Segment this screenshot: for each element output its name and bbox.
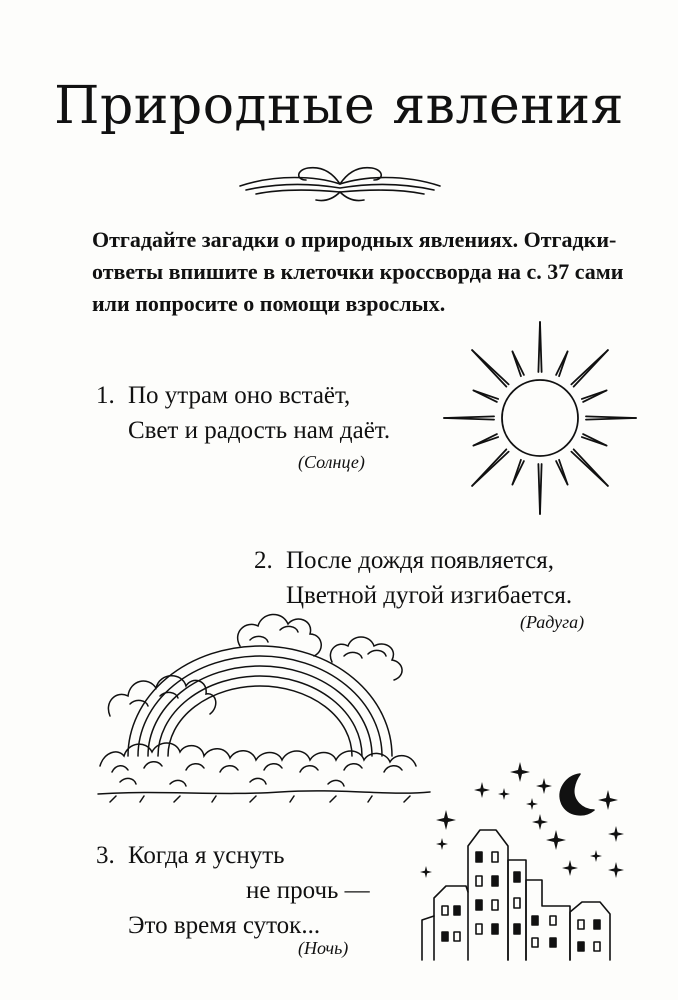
star-icon: [420, 866, 432, 878]
riddle-2-answer: (Радуга): [520, 612, 585, 632]
sun-ray: [512, 351, 523, 374]
star-icon: [510, 762, 530, 782]
star-icon: [608, 826, 624, 842]
riddle-number: 1.: [96, 382, 115, 409]
star-icon: [436, 838, 448, 850]
star-icon: [562, 860, 578, 876]
star-icon: [532, 814, 548, 830]
riddle-line: Свет и радость нам даёт.: [128, 417, 391, 444]
sun-ray: [582, 437, 607, 445]
riddle-2: [254, 543, 572, 613]
star-icon: [498, 788, 510, 800]
instructions-line: ответы впишите в клеточки кроссворда на с. 37 сами: [92, 259, 624, 284]
riddle-3: [96, 838, 370, 943]
star-icon: [436, 810, 456, 830]
star-icon: [608, 862, 624, 878]
star-icon: [474, 782, 490, 798]
sun-ray: [586, 418, 636, 420]
riddle-line: не прочь —: [246, 877, 370, 904]
riddle-1-answer: (Солнце): [298, 452, 365, 472]
star-icon: [546, 830, 566, 850]
riddle-number: 3.: [96, 842, 115, 869]
riddle-line: Цветной дугой изгибается.: [286, 582, 573, 609]
sun-ray: [574, 350, 608, 387]
riddle-line: Это время суток...: [128, 912, 321, 939]
sun-icon: [440, 318, 640, 518]
instructions-text: [92, 224, 652, 320]
sun-ray: [512, 460, 520, 485]
instructions-line: или попросите о помощи взрослых.: [92, 291, 446, 316]
riddle-1: [96, 378, 390, 448]
sun-ray: [540, 322, 542, 372]
riddle-line: Когда я уснуть: [128, 842, 285, 869]
star-icon: [536, 778, 552, 794]
sun-ray: [583, 390, 606, 401]
sun-ray: [559, 351, 567, 376]
sun-ray: [472, 449, 506, 486]
riddle-line: После дождя появляется,: [286, 547, 554, 574]
sun-ray: [472, 350, 509, 384]
sun-ray: [473, 390, 498, 398]
riddle-3-answer: (Ночь): [298, 938, 349, 958]
sun-ray: [473, 434, 496, 445]
page-title: Природные явления: [54, 76, 624, 136]
rainbow-icon: [100, 606, 430, 806]
riddle-line: По утрам оно встаёт,: [128, 382, 351, 409]
star-icon: [598, 790, 618, 810]
instructions-line: Отгадайте загадки о природных явлениях. Отгадки-: [92, 227, 617, 252]
sun-ray: [538, 464, 540, 514]
riddle-number: 2.: [254, 547, 273, 574]
sun-ray: [556, 461, 567, 484]
sun-ray: [571, 452, 608, 486]
star-icon: [526, 798, 538, 810]
night-city-icon: [420, 760, 630, 960]
flourish-ornament: [236, 156, 444, 206]
sun-ray: [444, 416, 494, 418]
star-icon: [590, 850, 602, 862]
